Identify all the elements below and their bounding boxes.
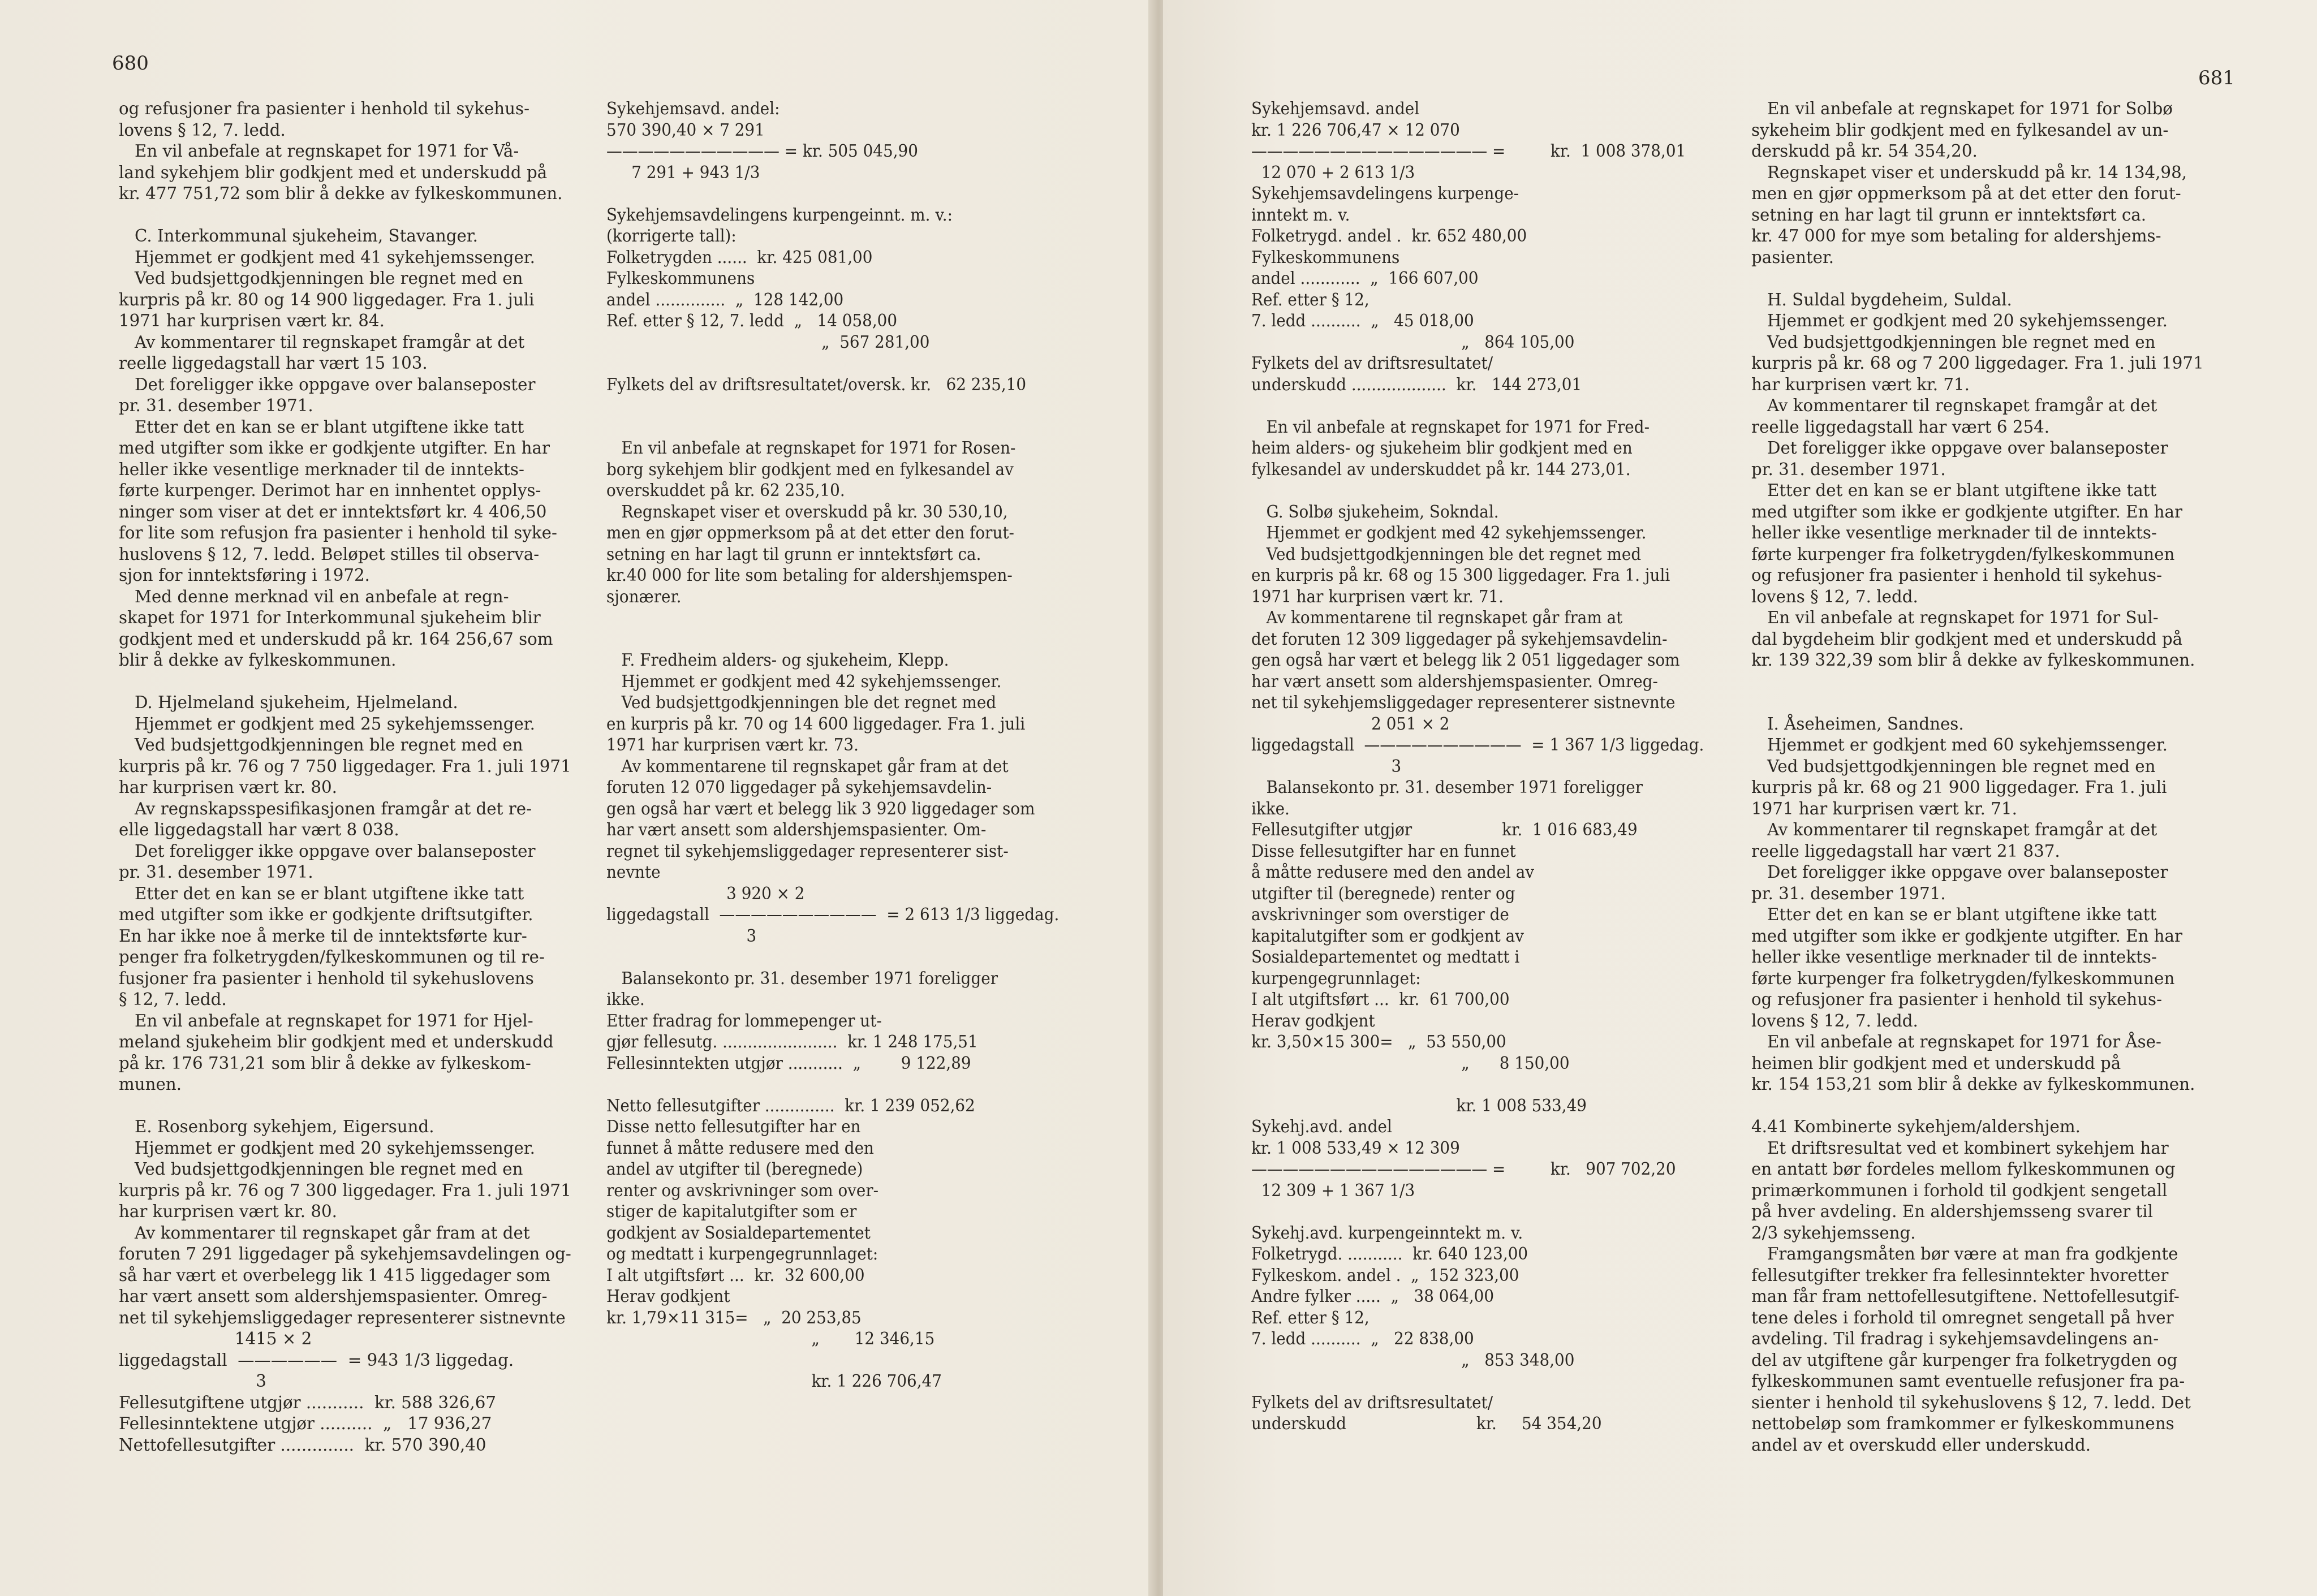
text-line: så har vært et overbelegg lik 1 415 liggedager som: [119, 1265, 551, 1286]
text-line: 1971 har kurprisen vært kr. 71.: [1751, 799, 2017, 819]
text-line: Sykehjemsavd. andel:: [606, 99, 780, 119]
text-line: ninger som viser at det er inntektsført kr. 4 406,50: [119, 502, 547, 522]
text-line: D. Hjelmeland sjukeheim, Hjelmeland.: [119, 693, 458, 713]
text-line: og medtatt i kurpengegrunnlaget:: [606, 1244, 878, 1264]
text-line: nettobeløp som framkommer er fylkeskommunens: [1751, 1414, 2174, 1434]
text-line: men en gjør oppmerksom på at det etter den forut-: [1751, 184, 2181, 204]
text-line: Ved budsjettgodkjenningen ble regnet med en: [1751, 756, 2156, 777]
text-line: en kurpris på kr. 70 og 14 600 liggedager. Fra 1. juli: [606, 714, 1026, 734]
text-line: Av regnskapsspesifikasjonen framgår at det re-: [119, 799, 532, 819]
text-line: og refusjoner fra pasienter i henhold til sykehus-: [119, 99, 529, 119]
text-line: Ved budsjettgodkjenningen ble regnet med en: [119, 269, 523, 288]
text-line: Det foreligger ikke oppgave over balanseposter: [119, 841, 536, 861]
text-line: heimen blir godkjent med et underskudd på: [1751, 1053, 2121, 1073]
text-line: på hver avdeling. En aldershjemsseng svarer til: [1751, 1202, 2154, 1222]
text-line: Det foreligger ikke oppgave over balanseposter: [119, 374, 536, 395]
text-line: kr. 1 226 706,47: [606, 1371, 942, 1391]
text-line: Fylkets del av driftsresultatet/oversk. kr. 62 235,10: [606, 374, 1027, 395]
text-line: med utgifter som ikke er godkjente utgifter. En har: [1751, 926, 2183, 946]
text-line: Herav godkjent: [606, 1287, 730, 1306]
text-line: Regnskapet viser et overskudd på kr. 30 530,10,: [606, 502, 1008, 522]
text-line: liggedagstall —————————— = 2 613 1/3 liggedag.: [606, 905, 1060, 925]
text-line: Folketrygd. andel . kr. 652 480,00: [1251, 226, 1527, 246]
text-line: en antatt bør fordeles mellom fylkeskommunen og: [1751, 1159, 2176, 1179]
right-column-1: [1251, 98, 1704, 1435]
text-line: Folketrygd. ........... kr. 640 123,00: [1251, 1244, 1528, 1264]
text-line: renter og avskrivninger som over-: [606, 1180, 879, 1201]
text-line: [606, 183, 1059, 205]
text-line: pasienter.: [1751, 247, 1834, 268]
text-line: [606, 395, 1059, 417]
text-line: reelle liggedagstall har vært 6 254.: [1751, 417, 2050, 437]
text-line: Nettofellesutgifter .............. kr. 570 390,40: [119, 1435, 486, 1455]
text-line: elle liggedagstall har vært 8 038.: [119, 820, 399, 840]
text-line: „ 853 348,00: [1251, 1350, 1575, 1370]
text-line: [1751, 692, 2204, 714]
text-line: liggedagstall —————————— = 1 367 1/3 liggedag.: [1251, 735, 1704, 755]
text-line: med utgifter som ikke er godkjente utgifter. En har: [1751, 502, 2183, 522]
text-line: 1971 har kurprisen vært kr. 84.: [119, 311, 385, 331]
text-line: førte kurpenger. Derimot har en innhentet opplys-: [119, 481, 541, 501]
text-line: førte kurpenger fra folketrygden/fylkeskommunen: [1751, 968, 2175, 989]
text-line: kr. 47 000 for mye som betaling for aldershjems-: [1751, 226, 2161, 246]
text-line: 3: [119, 1371, 266, 1391]
text-line: 12 070 + 2 613 1/3: [1251, 162, 1415, 183]
text-line: kr. 154 153,21 som blir å dekke av fylkeskommunen.: [1751, 1075, 2195, 1094]
text-line: pr. 31. desember 1971.: [1751, 883, 1946, 904]
text-line: I alt utgiftsført ... kr. 61 700,00: [1251, 990, 1510, 1010]
text-line: [606, 1350, 1059, 1371]
text-line: reelle liggedagstall har vært 15 103.: [119, 353, 428, 373]
text-line: 1415 × 2: [119, 1329, 312, 1349]
text-line: inntekt m. v.: [1251, 205, 1350, 225]
right-page: [1163, 0, 2317, 1596]
text-line: dal bygdeheim blir godkjent med et underskudd på: [1751, 629, 2183, 649]
text-line: Sykehjemsavdelingens kurpengeinnt. m. v.:: [606, 205, 953, 225]
text-line: Fellesutgiftene utgjør ........... kr. 588 326,67: [119, 1392, 496, 1413]
text-line: Ref. etter § 12,: [1251, 290, 1369, 310]
text-line: § 12, 7. ledd.: [119, 990, 227, 1010]
text-line: heller ikke vesentlige merknader til de inntekts-: [1751, 523, 2157, 543]
text-line: borg sykehjem blir godkjent med en fylkesandel av: [606, 459, 1014, 480]
text-line: Av kommentarer til regnskapet framgår at det: [119, 332, 525, 352]
text-line: Fellesutgifter utgjør kr. 1 016 683,49: [1251, 820, 1638, 840]
text-line: andel ............ „ 166 607,00: [1251, 269, 1479, 288]
text-line: gjør fellesutg. ....................... kr. 1 248 175,51: [606, 1032, 978, 1052]
text-line: lovens § 12, 7. ledd.: [119, 120, 286, 140]
text-line: har kurprisen vært kr. 80.: [119, 778, 337, 797]
text-line: Etter det en kan se er blant utgiftene ikke tatt: [1751, 481, 2157, 501]
text-line: Av kommentarer til regnskapet framgår at det: [1751, 396, 2157, 416]
text-line: Et driftsresultat ved et kombinert sykehjem har: [1751, 1138, 2169, 1158]
text-line: 2 051 × 2: [1251, 714, 1450, 734]
text-line: Fylkeskom. andel . „ 152 323,00: [1251, 1265, 1519, 1286]
text-line: En vil anbefale at regnskapet for 1971 for Sul-: [1751, 608, 2159, 628]
text-line: Etter det en kan se er blant utgiftene ikke tatt: [1751, 905, 2157, 925]
text-line: „ 8 150,00: [1251, 1053, 1570, 1073]
text-line: kurpris på kr. 76 og 7 300 liggedager. Fra 1. juli 1971: [119, 1180, 571, 1201]
text-line: kurpris på kr. 68 og 21 900 liggedager. Fra 1. juli: [1751, 778, 2167, 797]
text-line: kr.40 000 for lite som betaling for aldershjemspen-: [606, 566, 1013, 585]
text-line: kr. 1,79×11 315= „ 20 253,85: [606, 1308, 862, 1328]
text-line: Ved budsjettgodkjenningen ble regnet med en: [119, 735, 523, 755]
text-line: Disse netto fellesutgifter har en: [606, 1117, 861, 1137]
text-line: pr. 31. desember 1971.: [119, 862, 313, 882]
text-line: gen også har vært et belegg lik 3 920 liggedager som: [606, 799, 1035, 819]
text-line: fylkeskommunen samt eventuelle refusjoner fra pa-: [1751, 1371, 2185, 1391]
text-line: ikke.: [1251, 799, 1290, 819]
text-line: Ved budsjettgodkjenningen ble det regnet med: [1251, 544, 1642, 564]
text-line: det foruten 12 309 liggedager på sykehjemsavdelin-: [1251, 629, 1668, 649]
text-line: 4.41 Kombinerte sykehjem/aldershjem.: [1751, 1117, 2081, 1137]
text-line: Herav godkjent: [1251, 1011, 1375, 1031]
text-line: munen.: [119, 1075, 182, 1094]
text-line: kurpris på kr. 80 og 14 900 liggedager. Fra 1. juli: [119, 290, 535, 310]
text-line: Det foreligger ikke oppgave over balanseposter: [1751, 862, 2168, 882]
text-line: kr. 1 008 533,49 × 12 309: [1251, 1138, 1460, 1158]
text-line: pr. 31. desember 1971.: [119, 396, 313, 416]
text-line: 3: [606, 926, 757, 946]
text-line: En vil anbefale at regnskapet for 1971 for Solbø: [1751, 99, 2173, 119]
text-line: [119, 205, 571, 226]
text-line: del av utgiftene går kurpenger fra folketrygden og: [1751, 1350, 2178, 1370]
text-line: G. Solbø sjukeheim, Sokndal.: [1251, 502, 1499, 522]
text-line: kr. 139 322,39 som blir å dekke av fylkeskommunen.: [1751, 650, 2195, 670]
text-line: lovens § 12, 7. ledd.: [1751, 1011, 1918, 1031]
text-line: Av kommentarene til regnskapet går fram at det: [606, 756, 1009, 777]
text-line: Hjemmet er godkjent med 25 sykehjemssenger.: [119, 714, 536, 734]
text-line: [119, 671, 571, 693]
text-line: Ved budsjettgodkjenningen ble det regnet med: [606, 693, 997, 713]
text-line: andel .............. „ 128 142,00: [606, 290, 844, 310]
text-line: [1751, 268, 2204, 290]
text-line: ——————————————— = kr. 1 008 378,01: [1251, 141, 1686, 161]
text-line: med utgifter som ikke er godkjente driftsutgifter.: [119, 905, 533, 925]
text-line: ikke.: [606, 990, 645, 1010]
text-line: heim alders- og sjukeheim blir godkjent med en: [1251, 438, 1633, 458]
text-line: Hjemmet er godkjent med 20 sykehjemssenger.: [119, 1138, 536, 1158]
text-line: regnet til sykehjemsliggedager representerer sist-: [606, 841, 1009, 861]
text-line: 1971 har kurprisen vært kr. 73.: [606, 735, 859, 755]
text-line: underskudd ................... kr. 144 273,01: [1251, 374, 1582, 395]
text-line: gen også har vært et belegg lik 2 051 liggedager som: [1251, 650, 1680, 670]
text-line: Disse fellesutgifter har en funnet: [1251, 841, 1516, 861]
text-line: godkjent med et underskudd på kr. 164 256,67 som: [119, 629, 553, 649]
right-column-2: [1751, 98, 2204, 1456]
text-line: Fylkets del av driftsresultatet/: [1251, 353, 1493, 373]
text-line: [1251, 1074, 1704, 1095]
text-line: for lite som refusjon fra pasienter i henhold til syke-: [119, 523, 557, 543]
text-line: Med denne merknad vil en anbefale at regn-: [119, 586, 509, 607]
text-line: Etter det en kan se er blant utgiftene ikke tatt: [119, 883, 524, 904]
text-line: sykeheim blir godkjent med en fylkesandel av un-: [1751, 120, 2169, 140]
left-page: [0, 0, 1154, 1596]
text-line: liggedagstall —————— = 943 1/3 liggedag.: [119, 1350, 514, 1370]
text-line: avskrivninger som overstiger de: [1251, 905, 1509, 925]
text-line: En vil anbefale at regnskapet for 1971 for Rosen-: [606, 438, 1016, 458]
text-line: underskudd kr. 54 354,20: [1251, 1414, 1602, 1434]
text-line: net til sykehjemsliggedager representerer sistnevnte: [119, 1308, 566, 1328]
text-line: man får fram nettofellesutgiftene. Nettofellesutgif-: [1751, 1287, 2180, 1306]
text-line: Hjemmet er godkjent med 42 sykehjemssenger.: [606, 671, 1002, 692]
text-line: 570 390,40 × 7 291: [606, 120, 765, 140]
text-line: kurpengegrunnlaget:: [1251, 968, 1421, 989]
text-line: sienter i henhold til sykehuslovens § 12, 7. ledd. Det: [1751, 1392, 2191, 1413]
text-line: [1251, 1371, 1704, 1392]
text-line: Sykehjemsavdelingens kurpenge-: [1251, 184, 1519, 204]
text-line: Andre fylker ..... „ 38 064,00: [1251, 1287, 1495, 1306]
text-line: heller ikke vesentlige merknader til de inntekts-: [1751, 947, 2157, 967]
text-line: og refusjoner fra pasienter i henhold til sykehus-: [1751, 990, 2162, 1010]
text-line: utgifter til (beregnede) renter og: [1251, 883, 1515, 904]
text-line: [1251, 480, 1704, 502]
left-column-2: [606, 98, 1059, 1392]
text-line: H. Suldal bygdeheim, Suldal.: [1751, 290, 2012, 310]
left-column-1: [119, 98, 571, 1456]
text-line: kr. 1 008 533,49: [1251, 1095, 1587, 1116]
text-line: har vært ansett som aldershjemspasienter. Omreg-: [1251, 671, 1658, 692]
text-line: penger fra folketrygden/fylkeskommunen og til re-: [119, 947, 545, 967]
text-line: Av kommentarene til regnskapet går fram at: [1251, 608, 1623, 628]
text-line: og refusjoner fra pasienter i henhold til sykehus-: [1751, 566, 2162, 585]
text-line: Av kommentarer til regnskapet går fram at det: [119, 1223, 530, 1243]
text-line: En vil anbefale at regnskapet for 1971 for Hjel-: [119, 1011, 533, 1031]
text-line: funnet å måtte redusere med den: [606, 1138, 874, 1158]
text-line: godkjent av Sosialdepartementet: [606, 1223, 871, 1243]
text-line: net til sykehjemsliggedager representerer sistnevnte: [1251, 693, 1676, 713]
text-line: setning en har lagt til grunn er inntektsført ca.: [606, 544, 981, 564]
text-line: Sykehj.avd. kurpengeinntekt m. v.: [1251, 1223, 1523, 1243]
text-line: primærkommunen i forhold til godkjent sengetall: [1751, 1180, 2168, 1201]
text-line: Hjemmet er godkjent med 42 sykehjemssenger.: [1251, 523, 1647, 543]
text-line: en kurpris på kr. 68 og 15 300 liggedager. Fra 1. juli: [1251, 566, 1670, 585]
text-line: [1751, 1095, 2204, 1117]
text-line: 7. ledd .......... „ 45 018,00: [1251, 311, 1474, 331]
text-line: setning en har lagt til grunn er inntektsført ca.: [1751, 205, 2147, 225]
text-line: [606, 417, 1059, 438]
text-line: Av kommentarer til regnskapet framgår at det: [1751, 820, 2157, 840]
text-line: fellesutgifter trekker fra fellesinntekter hvoretter: [1751, 1265, 2169, 1286]
text-line: 7 291 + 943 1/3: [606, 162, 760, 183]
text-line: C. Interkommunal sjukeheim, Stavanger.: [119, 226, 478, 246]
text-line: Netto fellesutgifter .............. kr. 1 239 052,62: [606, 1095, 975, 1116]
text-line: Etter fradrag for lommepenger ut-: [606, 1011, 882, 1031]
text-line: [1251, 1201, 1704, 1223]
text-line: skapet for 1971 for Interkommunal sjukeheim blir: [119, 608, 541, 628]
text-line: Etter det en kan se er blant utgiftene ikke tatt: [119, 417, 524, 437]
text-line: foruten 12 070 liggedager på sykehjemsavdelin-: [606, 778, 992, 797]
text-line: sjon for inntektsføring i 1972.: [119, 566, 370, 585]
text-line: tene deles i forhold til omregnet sengetall på hver: [1751, 1308, 2174, 1328]
text-line: 12 309 + 1 367 1/3: [1251, 1180, 1415, 1201]
text-line: har vært ansett som aldershjemspasienter. Omreg-: [119, 1287, 548, 1306]
text-line: Hjemmet er godkjent med 60 sykehjemssenger.: [1751, 735, 2168, 755]
text-line: I alt utgiftsført ... kr. 32 600,00: [606, 1265, 865, 1286]
text-line: Folketrygden ...... kr. 425 081,00: [606, 247, 873, 268]
text-line: Framgangsmåten bør være at man fra godkjente: [1751, 1244, 2178, 1264]
text-line: Fellesinntektene utgjør .......... „ 17 936,27: [119, 1414, 492, 1434]
text-line: Fylkeskommunens: [1251, 247, 1400, 268]
text-line: Fellesinntekten utgjør ........... „ 9 122,89: [606, 1053, 971, 1073]
text-line: Ved budsjettgodkjenningen ble regnet med en: [119, 1159, 523, 1179]
text-line: Ref. etter § 12, 7. ledd „ 14 058,00: [606, 311, 898, 331]
text-line: blir å dekke av fylkeskommunen.: [119, 650, 397, 670]
text-line: fusjoner fra pasienter i henhold til sykehuslovens: [119, 968, 534, 989]
text-line: [1251, 395, 1704, 417]
text-line: har vært ansett som aldershjemspasienter. Om-: [606, 820, 987, 840]
text-line: En vil anbefale at regnskapet for 1971 for Åse-: [1751, 1032, 2161, 1052]
text-line: avdeling. Til fradrag i sykehjemsavdelingens an-: [1751, 1329, 2159, 1349]
text-line: En vil anbefale at regnskapet for 1971 for Vå-: [119, 141, 519, 161]
text-line: Sykehj.avd. andel: [1251, 1117, 1392, 1137]
text-line: lovens § 12, 7. ledd.: [1751, 586, 1918, 607]
text-line: Sykehjemsavd. andel: [1251, 99, 1420, 119]
text-line: Sosialdepartementet og medtatt i: [1251, 947, 1520, 967]
text-line: kapitalutgifter som er godkjent av: [1251, 926, 1524, 946]
text-line: førte kurpenger fra folketrygden/fylkeskommunen: [1751, 544, 2175, 564]
text-line: andel av et overskudd eller underskudd.: [1751, 1435, 2091, 1455]
text-line: 7. ledd .......... „ 22 838,00: [1251, 1329, 1474, 1349]
text-line: [606, 607, 1059, 629]
text-line: men en gjør oppmerksom på at det etter den forut-: [606, 523, 1014, 543]
text-line: på kr. 176 731,21 som blir å dekke av fylkeskom-: [119, 1053, 531, 1073]
text-line: I. Åseheimen, Sandnes.: [1751, 714, 1964, 734]
text-line: [606, 1074, 1059, 1095]
text-line: [606, 353, 1059, 374]
text-line: Regnskapet viser et underskudd på kr. 14 134,98,: [1751, 162, 2187, 183]
text-line: E. Rosenborg sykehjem, Eigersund.: [119, 1117, 434, 1137]
text-line: med utgifter som ikke er godkjente utgifter. En har: [119, 438, 550, 458]
text-line: [606, 629, 1059, 650]
text-line: Ved budsjettgodkjenningen ble regnet med en: [1751, 332, 2156, 352]
text-line: [1751, 671, 2204, 693]
text-line: En har ikke noe å merke til de inntektsførte kur-: [119, 926, 527, 946]
page-number-right: 681: [2198, 67, 2235, 89]
text-line: kr. 1 226 706,47 × 12 070: [1251, 120, 1460, 140]
text-line: kr. 3,50×15 300= „ 53 550,00: [1251, 1032, 1506, 1052]
text-line: „ 864 105,00: [1251, 332, 1575, 352]
text-line: ——————————— = kr. 505 045,90: [606, 141, 918, 161]
text-line: F. Fredheim alders- og sjukeheim, Klepp.: [606, 650, 949, 670]
text-line: Hjemmet er godkjent med 41 sykehjemssenger.: [119, 247, 536, 268]
text-line: Det foreligger ikke oppgave over balanseposter: [1751, 438, 2168, 458]
text-line: „ 12 346,15: [606, 1329, 935, 1349]
text-line: heller ikke vesentlige merknader til de inntekts-: [119, 459, 524, 480]
text-line: kurpris på kr. 76 og 7 750 liggedager. Fra 1. juli 1971: [119, 756, 571, 777]
text-line: En vil anbefale at regnskapet for 1971 for Fred-: [1251, 417, 1650, 437]
text-line: 1971 har kurprisen vært kr. 71.: [1251, 586, 1504, 607]
text-line: overskuddet på kr. 62 235,10.: [606, 481, 845, 501]
text-line: å måtte redusere med den andel av: [1251, 862, 1535, 882]
text-line: Ref. etter § 12,: [1251, 1308, 1369, 1328]
text-line: stiger de kapitalutgifter som er: [606, 1202, 857, 1222]
page-number-left: 680: [112, 52, 149, 75]
text-line: kurpris på kr. 68 og 7 200 liggedager. Fra 1. juli 1971: [1751, 353, 2204, 373]
text-line: reelle liggedagstall har vært 21 837.: [1751, 841, 2060, 861]
text-line: kr. 477 751,72 som blir å dekke av fylkeskommunen.: [119, 184, 563, 204]
text-line: har kurprisen vært kr. 80.: [119, 1202, 337, 1222]
text-line: andel av utgifter til (beregnede): [606, 1159, 863, 1179]
text-line: sjonærer.: [606, 586, 682, 607]
text-line: huslovens § 12, 7. ledd. Beløpet stilles til observa-: [119, 544, 540, 564]
text-line: har kurprisen vært kr. 71.: [1751, 374, 1970, 395]
text-line: Fylkeskommunens: [606, 269, 755, 288]
text-line: derskudd på kr. 54 354,20.: [1751, 141, 1978, 161]
text-line: 3: [1251, 756, 1402, 777]
text-line: (korrigerte tall):: [606, 226, 737, 246]
text-line: 2/3 sykehjemsseng.: [1751, 1223, 1916, 1243]
text-line: meland sjukeheim blir godkjent med et underskudd: [119, 1032, 554, 1052]
text-line: „ 567 281,00: [606, 332, 930, 352]
text-line: Hjemmet er godkjent med 20 sykehjemssenger.: [1751, 311, 2168, 331]
text-line: Fylkets del av driftsresultatet/: [1251, 1392, 1493, 1413]
text-line: foruten 7 291 liggedager på sykehjemsavdelingen og-: [119, 1244, 571, 1264]
text-line: ——————————————— = kr. 907 702,20: [1251, 1159, 1676, 1179]
text-line: Balansekonto pr. 31. desember 1971 foreligger: [606, 968, 998, 989]
text-line: land sykehjem blir godkjent med et underskudd på: [119, 162, 548, 183]
text-line: [119, 1095, 571, 1117]
text-line: fylkesandel av underskuddet på kr. 144 273,01.: [1251, 459, 1631, 480]
text-line: 3 920 × 2: [606, 883, 805, 904]
text-line: [606, 947, 1059, 968]
text-line: Balansekonto pr. 31. desember 1971 foreligger: [1251, 778, 1643, 797]
text-line: nevnte: [606, 862, 661, 882]
text-line: pr. 31. desember 1971.: [1751, 459, 1946, 480]
